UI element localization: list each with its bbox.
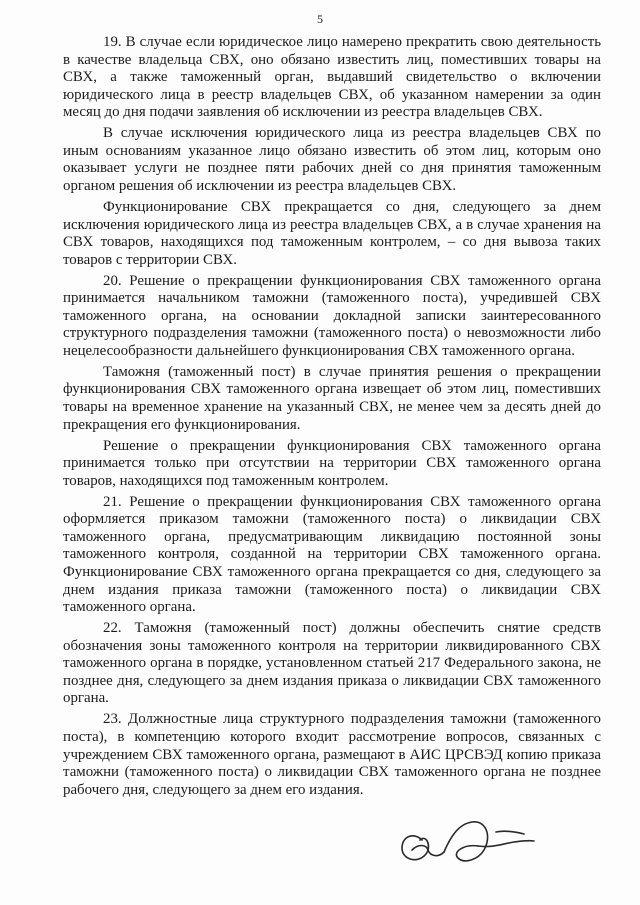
paragraph-21: 21. Решение о прекращении функционирования СВХ таможенного органа оформляется приказом таможни (таможенного поста) о ликвидации СВХ таможенного органа, предусматривающим ликвидацию постоянной зоны таможенного контроля, созданной на территории СВХ таможенного органа. Функционирование СВХ таможенного органа прекращается со дня, следующего за днем издания приказа таможни (таможенного поста) о ликвидации СВХ таможенного органа.: [63, 493, 601, 616]
paragraph-19-termination: Функционирование СВХ прекращается со дня, следующего за днем исключения юридического лица из реестра владельцев СВХ, а в случае хранения на СВХ товаров, находящихся под таможенным контролем, – со дня вывоза таких товаров с территории СВХ.: [63, 198, 601, 268]
signature-flourish-stroke: [496, 831, 524, 834]
page-number: 5: [317, 12, 323, 26]
paragraph-20: 20. Решение о прекращении функционирования СВХ таможенного органа принимается начальником таможни (таможенного поста), учредившей СВХ таможенного органа, на основании докладной записки заинтересованного структурного подразделения таможни (таможенного поста) о невозможности либо нецелесообразности дальнейшего функционирования СВХ таможенного органа.: [63, 272, 601, 359]
paragraph-19-exclusion: В случае исключения юридического лица из реестра владельцев СВХ по иным основаниям указанное лицо обязано известить об этом лиц, которым оно оказывает услуги не позднее пяти рабочих дней со дня принятия таможенным органом решения об исключении из реестра владельцев СВХ.: [63, 125, 601, 195]
document-body: [63, 34, 601, 803]
paragraph-22: 22. Таможня (таможенный пост) должны обеспечить снятие средств обозначения зоны таможенного контроля на территории ликвидированного СВХ таможенного органа в порядке, установленном статьей 217 Федерального закона, не позднее дня, следующего за днем издания приказа о ликвидации СВХ таможенного органа.: [63, 620, 601, 707]
paragraph-19: 19. В случае если юридическое лицо намерено прекратить свою деятельность в качестве владельца СВХ, оно обязано известить лиц, поместивших товары на СВХ, а также таможенный орган, выдавший свидетельство о включении юридического лица в реестр владельцев СВХ, об указанном намерении за один месяц до дня подачи заявления об исключении из реестра владельцев СВХ.: [63, 34, 601, 121]
paragraph-20-notice: Таможня (таможенный пост) в случае принятия решения о прекращении функционирования СВХ таможенного органа извещает об этом лиц, поместивших товары на временное хранение на указанный СВХ, не менее чем за десять дней до прекращения его функционирования.: [63, 363, 601, 433]
signature-big-curve-stroke: [444, 822, 488, 861]
handwritten-signature: [392, 810, 537, 872]
paragraph-20-condition: Решение о прекращении функционирования СВХ таможенного органа принимается только при отсутствии на территории СВХ таможенного органа товаров, находящихся под таможенным контролем.: [63, 437, 601, 489]
paragraph-23: 23. Должностные лица структурного подразделения таможни (таможенного поста), в компетенцию которого входит рассмотрение вопросов, связанных с учреждением СВХ таможенного органа, размещают в АИС ЦРСВЭД копию приказа таможни (таможенного поста) о ликвидации СВХ таможенного органа не позднее рабочего дня, следующего за днем его издания.: [63, 711, 601, 798]
